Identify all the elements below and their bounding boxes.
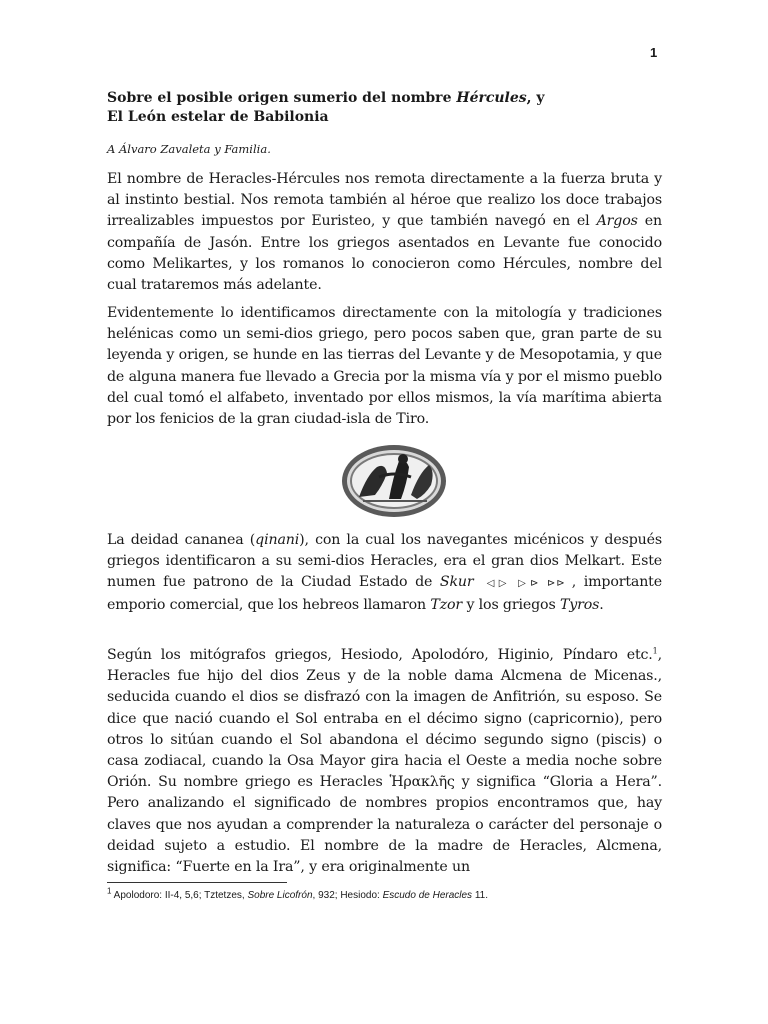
- paragraph-text: .: [599, 596, 604, 613]
- paragraph-text: , importante emporio comercial, que los hebreos llamaron: [107, 574, 662, 613]
- italic-term: qinani: [255, 532, 300, 548]
- footnote-text: , 932; Hesiodo:: [312, 890, 383, 901]
- italic-term: Argos: [596, 213, 638, 230]
- paragraph-1: [107, 169, 662, 296]
- paragraph-text: y los griegos: [462, 596, 560, 613]
- page-number: 1: [650, 45, 658, 60]
- paragraph-4: [107, 645, 662, 878]
- italic-term: Tyros: [559, 596, 600, 613]
- title-line-1: [107, 89, 667, 108]
- paragraph-text: El nombre de Heracles-Hércules nos remota directamente a la fuerza bruta y al instinto bestial. Nos remota también al héroe que realizo los doce trabajos irrealizables impuestos por Euristeo, y que también navegó en el: [107, 171, 662, 230]
- document-title: [107, 89, 667, 127]
- italic-term: Skur: [439, 574, 474, 591]
- footnote-reference[interactable]: 1: [652, 646, 658, 656]
- footnote-italic: Sobre Licofrón: [247, 890, 313, 901]
- paragraph-3: [107, 530, 662, 616]
- footnote-number: 1: [107, 886, 112, 896]
- paragraph-text: ), con la cual los navegantes micénicos y después griegos identificaron a su semi-dios Heracles, era el gran dios Melkart. Este numen fue patrono de la Ciudad Estado de: [107, 532, 663, 591]
- footnote-text: Apolodoro: II-4, 5,6; Tztetzes,: [111, 890, 248, 901]
- dedication: A Álvaro Zavaleta y Familia.: [107, 142, 271, 156]
- cylinder-seal-image: [339, 437, 449, 519]
- paragraph-text: La deidad cananea (: [107, 532, 256, 548]
- paragraph-text: , Heracles fue hijo del dios Zeus y de la noble dama Alcmena de Micenas., seducida cuando el dios se disfrazó con la imagen de Anfitrión, su esposo. Se dice que nació cuando el Sol entraba en el décimo signo (capricornio), pero otros lo sitúan cuando el Sol abandona el décimo segundo signo (piscis) o casa zodiacal, cuando la Osa Mayor gira hacia el Oeste a media noche sobre Orión. Su nombre griego es Heracles Ἡρακλῆς y significa “Gloria a Hera”. Pero analizando el significado de nombres propios encontramos que, hay claves que nos ayudan a comprender la naturaleza o carácter del personaje o deidad sujeto a estudio. El nombre de la madre de Heracles, Alcmena, significa: “Fuerte en la Ira”, y era originalmente un: [107, 647, 662, 876]
- title-line-2: El León estelar de Babilonia: [107, 109, 329, 125]
- cuneiform-glyphs: ◁▷ ▷⊳ ⊳⊳: [483, 578, 566, 590]
- title-text-end: , y: [526, 90, 545, 106]
- title-italic: Hércules: [456, 90, 527, 106]
- title-text: Sobre el posible origen sumerio del nombre: [107, 90, 457, 106]
- footnote-italic: Escudo de Heracles: [382, 890, 473, 901]
- italic-term: Tzor: [430, 596, 463, 613]
- footnote-text: 11.: [472, 890, 488, 901]
- paragraph-2: Evidentemente lo identificamos directamente con la mitología y tradiciones helénicas como un semi-dios griego, pero pocos saben que, gran parte de su leyenda y origen, se hunde en las tierras del Levante y de Mesopotamia, y que de alguna manera fue llevado a Grecia por la misma vía y por el mismo pueblo del cual tomó el alfabeto, inventado por ellos mismos, la vía marítima abierta por los fenicios de la gran ciudad-isla de Tiro.: [107, 305, 662, 428]
- footnote: [107, 886, 667, 903]
- footnote-divider: [107, 882, 287, 883]
- paragraph-text: Según los mitógrafos griegos, Hesiodo, Apolodóro, Higinio, Píndaro etc.: [107, 647, 653, 663]
- paragraph-text: en compañía de Jasón. Entre los griegos asentados en Levante fue conocido como Melikartes, y los romanos lo conocieron como Hércules, nombre del cual trataremos más adelante.: [107, 213, 662, 294]
